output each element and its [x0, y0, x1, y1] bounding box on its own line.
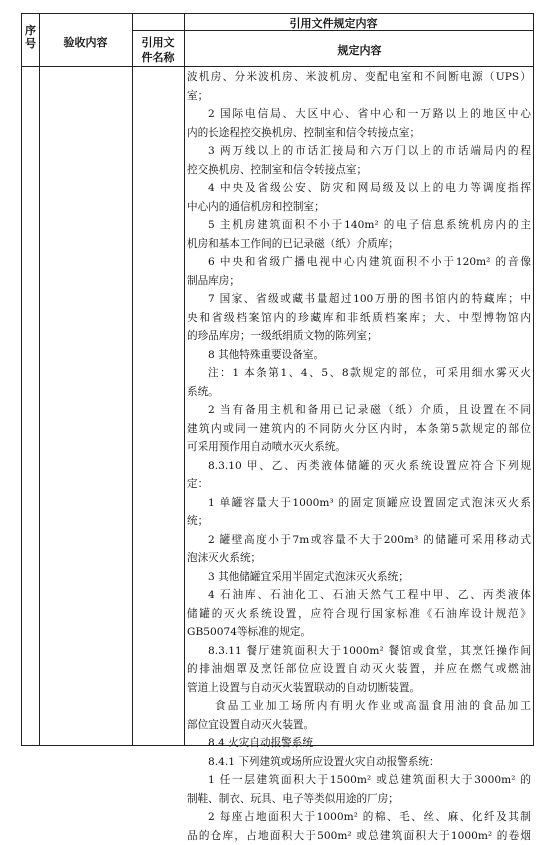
- text-line: 系统。: [187, 383, 531, 402]
- text-line: 1 任一层建筑面积大于1500m² 或总建筑面积大于3000m² 的: [187, 771, 531, 790]
- text-line: 储罐的灭火系统设置，应符合现行国家标准《石油库设计规范》: [187, 605, 531, 624]
- text-line: 3 其他储罐宜采用半固定式泡沫灭火系统；: [187, 568, 531, 587]
- text-line: 1 单罐容量大于1000m³ 的固定顶罐应设置固定式泡沫灭火系: [187, 494, 531, 513]
- text-line: 统；: [187, 512, 531, 531]
- header-acceptance-content: 验收内容: [39, 34, 132, 50]
- text-line: 8.3.10 甲、乙、丙类液体储罐的灭火系统设置应符合下列规: [187, 457, 531, 476]
- text-line: 2 每座占地面积大于1000m² 的棉、毛、丝、麻、化纤及其制: [187, 808, 531, 827]
- text-line: 2 罐壁高度小于7m或容量不大于200m³ 的储罐可采用移动式: [187, 531, 531, 550]
- text-line: 部位宜设置自动灭火装置。: [187, 716, 531, 735]
- text-line: 的排油烟罩及烹饪部位应设置自动灭火装置，并应在燃气或燃油: [187, 660, 531, 679]
- text-line: 注：1 本条第1、4、5、8款规定的部位，可采用细水雾灭火: [187, 364, 531, 383]
- text-line: GB50074等标准的规定。: [187, 623, 531, 642]
- text-line: 央和省级档案馆内的珍藏库和非纸质档案库；大、中型博物馆内: [187, 309, 531, 328]
- text-line: 8.3.11 餐厅建筑面积大于1000m² 餐馆或食堂，其烹饪操作间: [187, 642, 531, 661]
- table-divider: [39, 14, 40, 745]
- text-line: 室；: [187, 87, 531, 106]
- text-line: 食品工业加工场所内有明火作业或高温食用油的食品加工: [187, 697, 531, 716]
- text-line: 控交换机房、控制室和信令转接点室；: [187, 161, 531, 180]
- header-rule-content: 规定内容: [184, 42, 535, 58]
- text-line: 制鞋、制衣、玩具、电子等类似用途的厂房；: [187, 790, 531, 809]
- text-line: 中心内的通信机房和控制室；: [187, 198, 531, 217]
- text-line: 2 当有备用主机和备用已记录磁（纸）介质，且设置在不同: [187, 401, 531, 420]
- header-cited-file-line-1: 引用文: [132, 34, 184, 50]
- text-line: 定：: [187, 475, 531, 494]
- header-cited-file-line-2: 件名称: [132, 49, 184, 65]
- text-line: 管道上设置与自动灭火装置联动的自动切断装置。: [187, 679, 531, 698]
- document-table: [21, 13, 534, 746]
- rule-content-text: [187, 68, 531, 845]
- header-cited-content-group: 引用文件规定内容: [132, 15, 535, 31]
- text-line: 品的仓库，占地面积大于500m² 或总建筑面积大于1000m² 的卷烟: [187, 827, 531, 845]
- header-serial-number: 序号: [22, 24, 39, 50]
- text-line: 内的长途程控交换机房、控制室和信令转接点室；: [187, 124, 531, 143]
- table-divider: [184, 14, 185, 745]
- text-line: 建筑内或同一建筑内的不同防火分区内时，本条第5款规定的部位: [187, 420, 531, 439]
- table-divider: [22, 66, 533, 67]
- text-line: 5 主机房建筑面积不小于140m² 的电子信息系统机房内的主: [187, 216, 531, 235]
- text-line: 制品库房；: [187, 272, 531, 291]
- table-divider: [132, 14, 133, 745]
- text-line: 的珍品库房；一级纸绢质文物的陈列室；: [187, 327, 531, 346]
- text-line: 8.4 火灾自动报警系统: [187, 734, 531, 753]
- text-line: 机房和基本工作间的已记录磁（纸）介质库；: [187, 235, 531, 254]
- text-line: 6 中央和省级广播电视中心内建筑面积不小于120m² 的音像: [187, 253, 531, 272]
- text-line: 4 石油库、石油化工、石油天然气工程中甲、乙、丙类液体: [187, 586, 531, 605]
- text-line: 2 国际电信局、大区中心、省中心和一万路以上的地区中心: [187, 105, 531, 124]
- text-line: 7 国家、省级或藏书量超过100万册的图书馆内的特藏库；中: [187, 290, 531, 309]
- text-line: 4 中央及省级公安、防灾和网局级及以上的电力等调度指挥: [187, 179, 531, 198]
- text-line: 可采用预作用自动喷水灭火系统。: [187, 438, 531, 457]
- text-line: 8.4.1 下列建筑或场所应设置火灾自动报警系统：: [187, 753, 531, 772]
- text-line: 泡沫灭火系统；: [187, 549, 531, 568]
- text-line: 8 其他特殊重要设备室。: [187, 346, 531, 365]
- text-line: 波机房、分米波机房、米波机房、变配电室和不间断电源（UPS）: [187, 68, 531, 87]
- text-line: 3 两万线以上的市话汇接局和六万门以上的市话端局内的程: [187, 142, 531, 161]
